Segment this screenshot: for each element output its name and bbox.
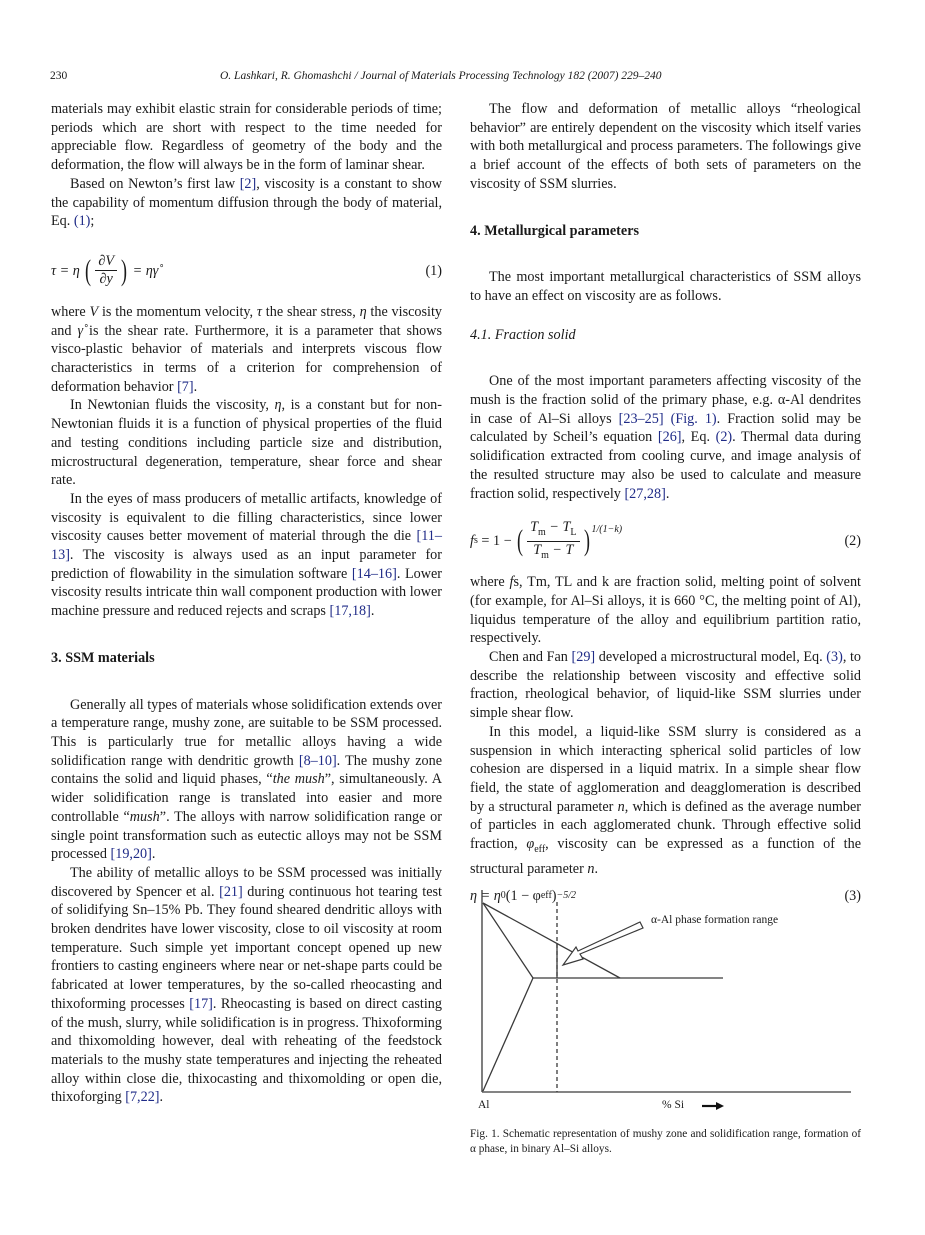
right-arrow-icon (702, 1102, 724, 1110)
citation-link[interactable]: [29] (571, 649, 596, 666)
citation-link[interactable]: [17] (189, 995, 213, 1012)
paragraph: In the eyes of mass producers of metallic artifacts, knowledge of viscosity is equivalent to die filling characteristics, since lower viscosity causes better movement of material through the die [11–13]. The viscosity is always used as an input parameter for prediction of flowability in the simulation software [14–16]. Lower viscosity results intricate thin wall component production with lower machine pressure and reduced rejects and scraps [17,18]. (51, 490, 443, 620)
citation-link[interactable]: [8–10] (298, 752, 337, 769)
paragraph: Chen and Fan [29] developed a microstructural model, Eq. (3), to describe the relationship between viscosity and effective solid fraction, rheological behavior, of liquid-like SSM slurries under simple shear flow. (470, 649, 862, 722)
equation-link[interactable]: (3) (826, 649, 843, 666)
equation-2: f s = 1 − ( $\frac{T_m - T_L}{T_m - T}$ ) $^{1/(1-k)}$ (2) (470, 518, 861, 561)
x-axis-label: % Si (662, 1099, 685, 1111)
paragraph: In Newtonian fluids the viscosity, η, is a constant but for non-Newtonian fluids it is a function of physical properties of the fluid and testing conditions including particle size and distribution, microstructural degeneration, temperature, shear force and shear rate. (51, 397, 442, 489)
citation-link[interactable]: [11–13] (51, 528, 442, 564)
paragraph: The ability of metallic alloys to be SSM processed was initially discovered by Spencer et al. [21] during continuous hot tearing test of solidifying Sn–15% Pb. They found sheared dendritic alloys with broken dendrites have lower viscosity, close to oil viscosity at room temperature. Such simple yet important concept opened up new frontiers to casting engineers where near or net-shape parts could be fabricated at lower temperatures, by the so-called rheocasting and thixoforming processes [17]. Rheocasting is based on direct casting of the mush, slurry, while solidification is in progress. Thixoforming and thixomolding however, deal with reheating of the feedstock materials to the mushy state temperatures and injecting the reheated alloy within close die, thixocasting and thixomolding or open die, thixoforging [7,22]. (51, 864, 442, 1106)
citation-link[interactable]: [2] (239, 175, 257, 192)
page-number: 230 (50, 70, 68, 82)
equation-link[interactable]: (2) (715, 429, 733, 446)
citation-link[interactable]: [14–16] (351, 565, 397, 582)
phase-annotation: α-Al phase formation range (651, 914, 779, 926)
equation-link[interactable]: (1) (73, 213, 91, 230)
equation-number: (3) (844, 887, 861, 904)
equation-1: τ = η ( $\frac{\partial V}{\partial y}$ ) = η γ̊ (1) (51, 253, 442, 288)
citation-link[interactable]: [26] (657, 429, 682, 446)
paragraph: where fs, Tm, TL and k are fraction solid, melting point of solvent (for example, for Al–Si alloys, it is 660 °C, the melting point of Al), liquidus temperature of the alloy and equilibrium partition ratio, respectively. (470, 574, 861, 647)
right-column (470, 100, 861, 914)
running-header (50, 70, 862, 86)
paragraph: Based on Newton’s first law [2], viscosity is a constant to show the capability of momentum diffusion through the body of material, Eq. (1); (51, 175, 443, 230)
section-heading-3: 3. SSM materials (51, 649, 155, 666)
journal-reference: O. Lashkari, R. Ghomashchi / Journal of Materials Processing Technology 182 (2007) 229–240 (220, 70, 662, 82)
equation-number: (1) (425, 262, 442, 279)
citation-link[interactable]: [23–25] (618, 410, 664, 427)
x-origin-label: Al (478, 1099, 490, 1111)
citation-link[interactable]: [21] (219, 883, 243, 900)
citation-link[interactable]: [7,22] (125, 1089, 160, 1106)
figure-link[interactable]: (Fig. 1) (663, 410, 717, 427)
solidus-line (483, 978, 533, 1091)
section-heading-4: 4. Metallurgical parameters (470, 222, 640, 239)
paragraph: Generally all types of materials whose solidification extends over a temperature range, mushy zone, are suitable to be SSM processed. This is particularly true for metallic alloys having a wide solidification range with dendritic growth [8–10]. The mushy zone contains the solid and liquid phases, “the mush”, simultaneously. A wider solidification range is translated into easier and more controllable “mush”. The alloys with narrow solidification range or single point transformation such as eutectic alloys may not be SSM processed [19,20]. (51, 696, 443, 863)
paragraph: One of the most important parameters affecting viscosity of the mush is the fraction solid of the primary phase, e.g. α-Al dendrites in case of Al–Si alloys [23–25] (Fig. 1). Fraction solid may be calculated by Scheil’s equation [26], Eq. (2). Thermal data during solidification extracted from cooling curve, and image analysis of the resulted structure may also be used to calculate and measure fraction solid, respectively [27,28]. (470, 373, 861, 502)
paragraph: The most important metallurgical characteristics of SSM alloys to have an effect on viscosity are as follows. (470, 269, 861, 304)
citation-link[interactable]: [17,18] (329, 603, 371, 620)
solvus-upper-line (483, 903, 533, 978)
citation-link[interactable]: [7] (177, 378, 194, 395)
paragraph: where V is the momentum velocity, τ the shear stress, η the viscosity and γ̊ is the shear rate. Furthermore, it is a parameter that shows visco-plastic behavior of materials and interprets viscous flow characteristics in terms of a criterion for comprehension of deformation behavior [7]. (51, 303, 442, 395)
citation-link[interactable]: [27,28] (624, 485, 666, 502)
subsection-heading-4-1: 4.1. Fraction solid (470, 326, 576, 343)
equation-3: η = η 0 (1 − φ eff ) −5/2 (3) (470, 887, 861, 904)
paragraph: In this model, a liquid-like SSM slurry is considered as a suspension in which interacting spherical solid particles of low cohesion are dispersed in a liquid matrix. In a simple shear flow field, the state of agglomeration and deagglomeration is described by a structural parameter n, which is defined as the average number of particles in each agglomerated chunk. Through effective solid fraction, $\varphi_{eff}$, viscosity can be expressed as a function of the structural parameter n. (470, 723, 861, 877)
paragraph: materials may exhibit elastic strain for considerable periods of time; periods which are short with respect to the time needed for appreciable flow. Regardless of geometry of the body and the deformation, the flow will always be in the form of laminar shear. (51, 101, 442, 174)
figure-1 (470, 880, 870, 1130)
paragraph: The flow and deformation of metallic alloys “rheological behavior” are entirely dependent on the viscosity which itself varies with both metallurgical and process parameters. The followings give a brief account of the effects of both sets of parameters on the viscosity of SSM slurries. (470, 101, 861, 192)
left-column (51, 100, 442, 1107)
equation-number: (2) (844, 532, 861, 549)
arrow-icon (563, 922, 643, 965)
citation-link[interactable]: [19,20] (110, 846, 152, 863)
figure-caption: Fig. 1. Schematic representation of mushy zone and solidification range, formation of α phase, in binary Al–Si alloys. (470, 1128, 861, 1155)
